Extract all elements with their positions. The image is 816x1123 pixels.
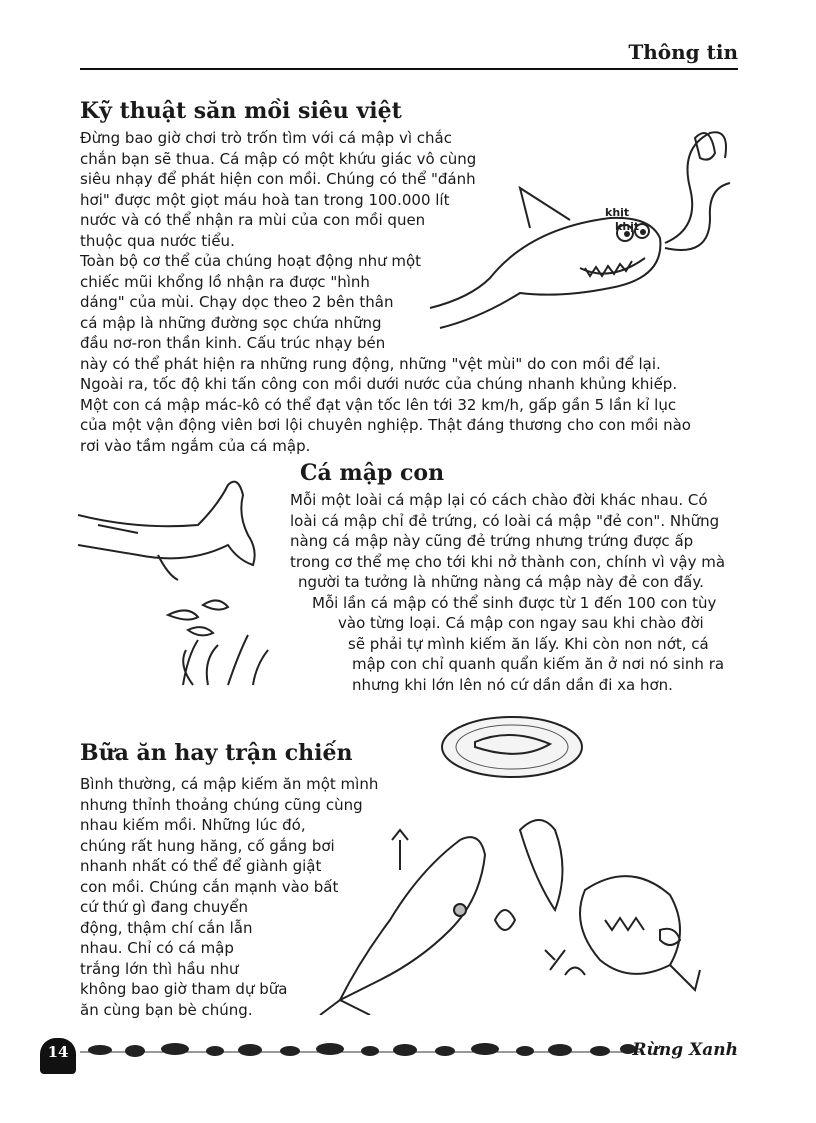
sound-effect-text: khịt [605, 206, 630, 219]
section2-body [290, 490, 725, 695]
section1-line: này có thể phát hiện ra những rung động, những "vệt mùi" do con mồi để lại. [80, 354, 661, 373]
section1-line: hơi" được một giọt máu hoà tan trong 100.000 lít [80, 190, 450, 209]
section1-line: chắn bạn sẽ thua. Cá mập có một khứu giác vô cùng [80, 149, 477, 168]
section3-line: nhau. Chỉ có cá mập [80, 939, 234, 957]
section2-line: Mỗi lần cá mập có thể sinh được từ 1 đến 100 con tùy [312, 593, 717, 612]
section3-title: Bữa ăn hay trận chiến [80, 740, 353, 766]
section3-line: ăn cùng bạn bè chúng. [80, 1000, 253, 1019]
section1-line: siêu nhạy để phát hiện con mồi. Chúng có thể "đánh [80, 170, 476, 188]
section2-title: Cá mập con [300, 460, 445, 486]
section3-line: chúng rất hung hăng, cố gắng bơi [80, 836, 335, 855]
section1-line: của một vận động viên bơi lội chuyên nghiệp. Thật đáng thương cho con mồi nào [80, 416, 691, 434]
section1-line: đầu nơ-ron thần kinh. Cấu trúc nhạy bén [80, 334, 386, 352]
section2-line: nhưng khi lớn lên nó cứ dần dần đi xa hơn. [352, 675, 673, 694]
section3-line: Bình thường, cá mập kiếm ăn một mình [80, 775, 379, 793]
section1-line: Ngoài ra, tốc độ khi tấn công con mồi dưới nước của chúng nhanh khủng khiếp. [80, 375, 678, 393]
section3-line: cứ thứ gì đang chuyển [80, 898, 249, 916]
section2-line: trong cơ thể mẹ cho tới khi nở thành con, chính vì vậy mà [290, 552, 726, 571]
feeding-frenzy-illustration [300, 800, 720, 1015]
section2-line: người ta tưởng là những nàng cá mập này đẻ con đấy. [298, 573, 704, 591]
section2-line: Mỗi một loài cá mập lại có cách chào đời khác nhau. Có [290, 491, 708, 509]
section1-line: cá mập là những đường sọc chứa những [80, 313, 382, 332]
section1-line: nước và có thể nhận ra mùi của con mồi quen [80, 211, 426, 229]
section3-line: trắng lớn thì hầu như [80, 959, 239, 978]
section3-line: con mồi. Chúng cắn mạnh vào bất [80, 877, 339, 896]
section1-title: Kỹ thuật săn mồi siêu việt [80, 98, 402, 124]
plate-illustration [440, 712, 590, 782]
section3-line: nhưng thỉnh thoảng chúng cũng cùng [80, 795, 363, 814]
section2-line: nàng cá mập này cũng đẻ trứng nhưng trứng được ấp [290, 532, 694, 550]
sound-effect-text: khịt [615, 220, 640, 233]
section2-line: mập con chỉ quanh quẩn kiếm ăn ở nơi nó sinh ra [352, 655, 725, 673]
section3-line: nhanh nhất có thể để giành giật [80, 857, 322, 875]
section2-line: loài cá mập chỉ đẻ trứng, có loài cá mập "đẻ con". Những [290, 511, 720, 530]
section1-line: Một con cá mập mác-kô có thể đạt vận tốc lên tới 32 km/h, gấp gần 5 lần kỉ lục [80, 395, 677, 414]
animal-silhouette-border [80, 1040, 640, 1062]
section1-line: rơi vào tầm ngắm của cá mập. [80, 436, 311, 455]
section-header: Thông tin [628, 40, 738, 64]
section3-line: nhau kiếm mồi. Những lúc đó, [80, 816, 306, 834]
section1-line: Đừng bao giờ chơi trò trốn tìm với cá mập vì chắc [80, 129, 452, 147]
section3-line: động, thậm chí cắn lẫn [80, 918, 253, 937]
mother-shark-illustration [78, 455, 278, 695]
section3-line: không bao giờ tham dự bữa [80, 980, 288, 998]
section1-line: Toàn bộ cơ thể của chúng hoạt động như một [80, 252, 422, 270]
section2-line: vào từng loại. Cá mập con ngay sau khi chào đời [338, 614, 704, 632]
section2-line: sẽ phải tự mình kiếm ăn lấy. Khi còn non nớt, cá [348, 634, 709, 653]
magazine-brand: Rừng Xanh [632, 1040, 738, 1060]
section1-line: dáng" của mùi. Chạy dọc theo 2 bên thân [80, 293, 394, 311]
page-number: 14 [40, 1038, 76, 1074]
header-divider [80, 68, 738, 70]
sniffing-shark-illustration [410, 108, 740, 338]
section1-line: thuộc qua nước tiểu. [80, 231, 235, 250]
section1-line: chiếc mũi khổng lồ nhận ra được "hình [80, 272, 370, 291]
